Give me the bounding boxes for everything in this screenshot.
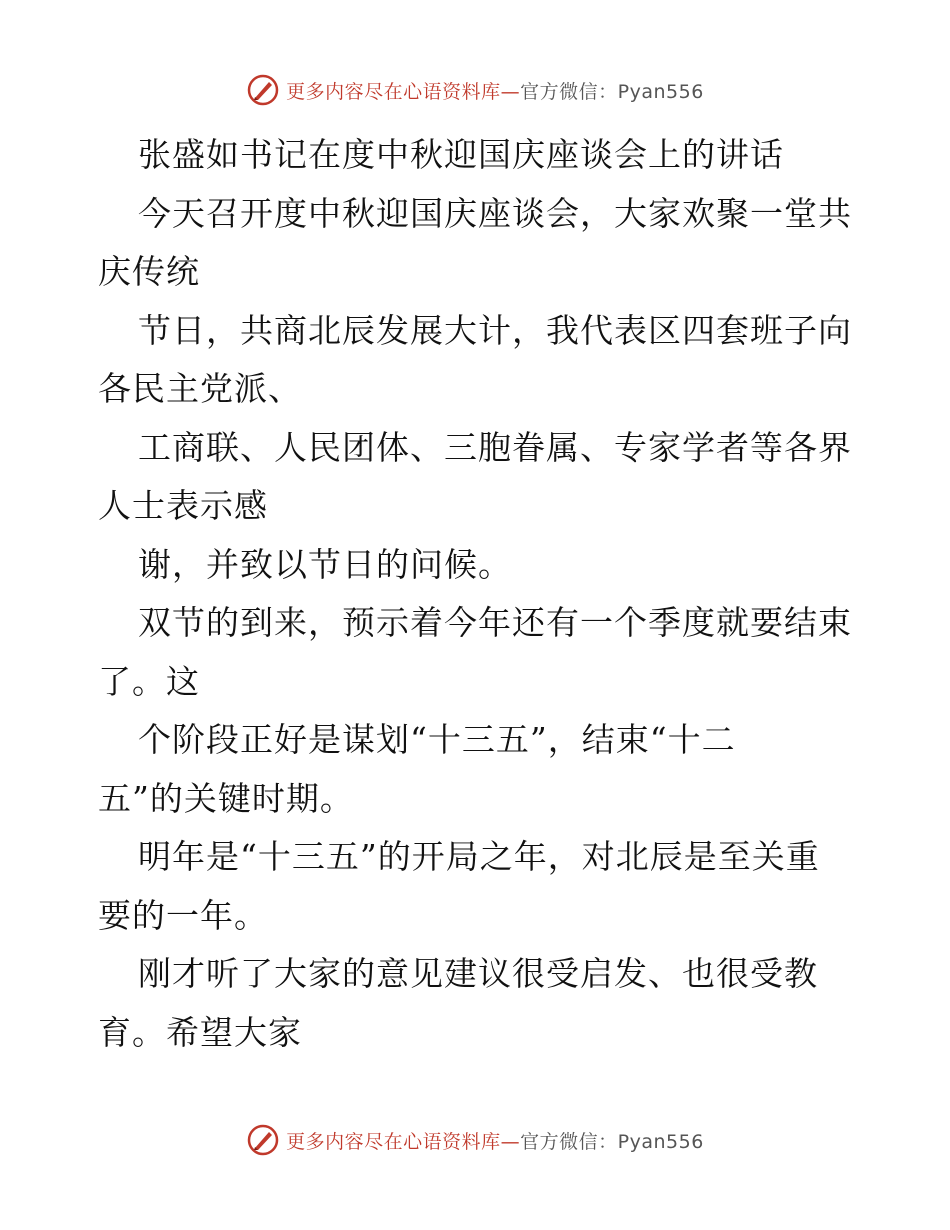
- paragraph-line: 了。这: [98, 661, 200, 701]
- paragraph-line: 节日，共商北辰发展大计，我代表区四套班子向: [138, 310, 852, 350]
- document-title: 张盛如书记在度中秋迎国庆座谈会上的讲话: [138, 135, 784, 174]
- paragraph-line: 今天召开度中秋迎国庆座谈会，大家欢聚一堂共: [138, 193, 852, 233]
- banner-main-text: 更多内容尽在心语资料库: [286, 1130, 501, 1153]
- quill-pen-logo-icon: [246, 1123, 280, 1157]
- paragraph-line: 双节的到来，预示着今年还有一个季度就要结束: [138, 603, 852, 642]
- banner-separator: —: [500, 1130, 521, 1153]
- banner-wechat-text: 官方微信：Pyan556: [520, 80, 704, 103]
- paragraph-line: 庆传统: [98, 252, 200, 291]
- quill-pen-logo-icon: [246, 73, 280, 107]
- document-body: [98, 126, 858, 1062]
- paragraph-line: 个阶段正好是谋划“十三五”，结束“十二: [138, 720, 736, 759]
- banner-wechat-text: 官方微信：Pyan556: [520, 1130, 704, 1153]
- banner-text: [286, 77, 704, 104]
- paragraph-line: 明年是“十三五”的开局之年，对北辰是至关重: [138, 837, 820, 876]
- banner-text: [286, 1127, 704, 1154]
- paragraph-line: 工商联、人民团体、三胞眷属、专家学者等各界: [138, 427, 852, 467]
- footer-banner: [0, 1120, 950, 1160]
- paragraph-line: 人士表示感: [98, 486, 268, 525]
- paragraph-line: 育。希望大家: [98, 1012, 302, 1052]
- banner-separator: —: [500, 80, 521, 103]
- paragraph-line: 刚才听了大家的意见建议很受启发、也很受教: [138, 954, 818, 993]
- paragraph-line: 要的一年。: [98, 895, 268, 935]
- header-banner: [0, 70, 950, 110]
- paragraph-line: 五”的关键时期。: [98, 778, 354, 818]
- banner-main-text: 更多内容尽在心语资料库: [286, 80, 501, 103]
- paragraph-line: 谢，并致以节日的问候。: [138, 544, 512, 584]
- paragraph-line: 各民主党派、: [98, 369, 302, 408]
